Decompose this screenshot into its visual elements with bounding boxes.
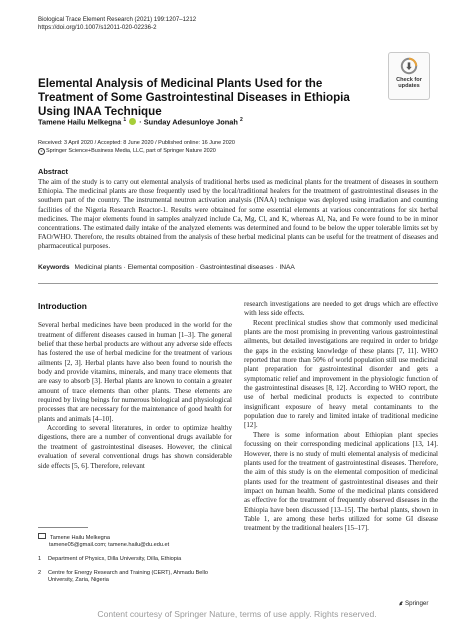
author-affiliation-sup: 2: [240, 117, 243, 123]
copyright-icon: c: [38, 148, 45, 155]
author-affiliation-sup: 1: [123, 117, 127, 123]
paragraph: Several herbal medicines have been produced in the world for the treatment of different diseases caused in human [1–3]. The general belief that these herbal products are without any adverse side effects has fostered the use of herbal medicine for the treatment of various ailments [2, 3]. Herbal plants have also been found to nourish the body and provide vitamins, minerals, and many trace elements that are easy to absorb [3]. Herbal plants are known to contain a greater amount of trace elements than other plants. These elements are required by living beings for numerous biological and physiological processes that are necessary for the maintenance of good health for plants and animals [4–10].: [38, 321, 232, 423]
author-line: [38, 117, 243, 126]
author-separator: ·: [139, 117, 142, 127]
check-for-updates-line2: updates: [398, 83, 420, 89]
paragraph: There is some information about Ethiopian plant species focussing on their corresponding medicinal applications [13, 14]. However, there is no study of multi elemental analysis of medicinal plants used for the treatment of gastrointestinal diseases. Therefore, the aim of this study is on the elemental composition of medicinal plants used for the treatment of gastrointestinal diseases and their impact on human health. Some of the medicinal plants considered as effective for the treatment of frequently observed diseases in the Ethiopia have been discussed [13–15]. The herbal plants, shown in Table 1, are among these herbs utilized for some GI disease treatment by the traditional healers [15–17].: [244, 430, 438, 533]
journal-citation: Biological Trace Element Research (2021) 199:1207–1212: [38, 16, 197, 23]
check-for-updates-badge[interactable]: [388, 52, 430, 100]
journal-doi-link[interactable]: https://doi.org/10.1007/s12011-020-02236-2: [38, 24, 157, 31]
corresponding-name: Tamene Hailu Melkegna: [50, 535, 111, 541]
orcid-icon[interactable]: [129, 118, 136, 125]
body-column-right: [244, 300, 438, 534]
affiliation-1: 1 Department of Physics, Dilla University, Dilla, Ethiopia: [38, 556, 182, 562]
affiliation-number: 2: [38, 570, 42, 576]
abstract-text: The aim of the study is to carry out elemental analysis of traditional herbs used as medicinal plants for the treatment of diseases in southern Ethiopia. The medicinal plants are those frequently used by the local/traditional healers for the treatment of gastrointestinal diseases in the southern part of the country. The instrumental neutron activation analysis (INAA) technique was deployed using irradiation and counting facilities of the Nigeria Research Reactor-1. Results were obtained for some essential elements at various concentrations for six herbal medicines. The major elements found in samples analyzed include Ca, Mg, Cl, and K, whereas Al, Na, and Fe were found to be in minor concentrations. The estimated daily intake of the analyzed elements was determined and found to be below the upper tolerable limits set by FAO/WHO. Therefore, the results obtained from the analysis of these herbal medicinal plants can be useful for the treatment of diseases and pharmaceutical purposes.: [38, 178, 438, 251]
corresponding-author: [38, 533, 228, 549]
affiliation-2: 2 Centre for Energy Research and Training (CERT), Ahmadu Bello University, Zaria, Nigeria: [38, 570, 209, 583]
envelope-icon: [38, 533, 46, 539]
springer-horse-icon: [398, 600, 404, 606]
paragraph: According to several literatures, in order to optimize healthy digestions, there are a number of conventional drugs available for the treatment of gastrointestinal diseases. However, the clinical evaluation of several conventional drugs has shown considerable side effects [5, 6]. Therefore, relevant: [38, 424, 232, 470]
author-name[interactable]: Tamene Hailu Melkegna: [38, 117, 122, 127]
affiliation-number: 1: [38, 556, 42, 562]
article-title: Elemental Analysis of Medicinal Plants Used for the Treatment of Some Gastrointestinal Diseases in Ethiopia Using INAA Technique: [38, 77, 350, 118]
introduction-heading: Introduction: [38, 301, 87, 311]
history-dates: Received: 3 April 2020 / Accepted: 8 June 2020 / Published online: 16 June 2020: [38, 140, 235, 146]
article-history: [38, 140, 235, 155]
body-column-left: [38, 296, 232, 471]
footnote-divider: [38, 527, 88, 528]
abstract-heading: Abstract: [38, 167, 68, 176]
keywords-label: Keywords: [38, 264, 70, 271]
check-for-updates-line1: Check for: [396, 77, 422, 83]
keywords: [38, 264, 438, 271]
copyright-line: c Springer Science+Business Media, LLC, part of Springer Nature 2020: [38, 148, 235, 156]
corresponding-email[interactable]: tamene05@gmail.com; tamene.hailu@du.edu.et: [49, 542, 170, 548]
keywords-list: Medicinal plants · Elemental composition · Gastrointestinal diseases · INAA: [74, 264, 295, 271]
section-divider: [38, 283, 438, 284]
paragraph: Recent preclinical studies show that commonly used medicinal plants are the most promising in preventing various gastrointestinal ailments, but detailed investigations are required in order to bridge the gaps in the existing knowledge of these plants [7, 11]. WHO reported that more than 50% of world population still use medicinal plant preparation for gastrointestinal disorder and gets a symptomatic relief and improvement in the physiologic function of the gastrointestinal diseases [8, 12]. According to WHO report, the use of herbal medicinal products is expected to contribute insignificant exposure of heavy metal contaminants to the population due to rarely and limited intake of traditional medicine [12].: [244, 318, 438, 430]
author-name[interactable]: Sunday Adesunloye Jonah: [143, 117, 238, 127]
publisher-name: Springer: [405, 600, 429, 607]
paragraph: research investigations are needed to get drugs which are effective with less side effects.: [244, 300, 438, 318]
publisher-logo: [398, 600, 428, 607]
watermark-text: Content courtesy of Springer Nature, terms of use apply. Rights reserved.: [97, 609, 377, 619]
journal-header: [38, 16, 196, 32]
check-for-updates-icon: [400, 57, 418, 75]
